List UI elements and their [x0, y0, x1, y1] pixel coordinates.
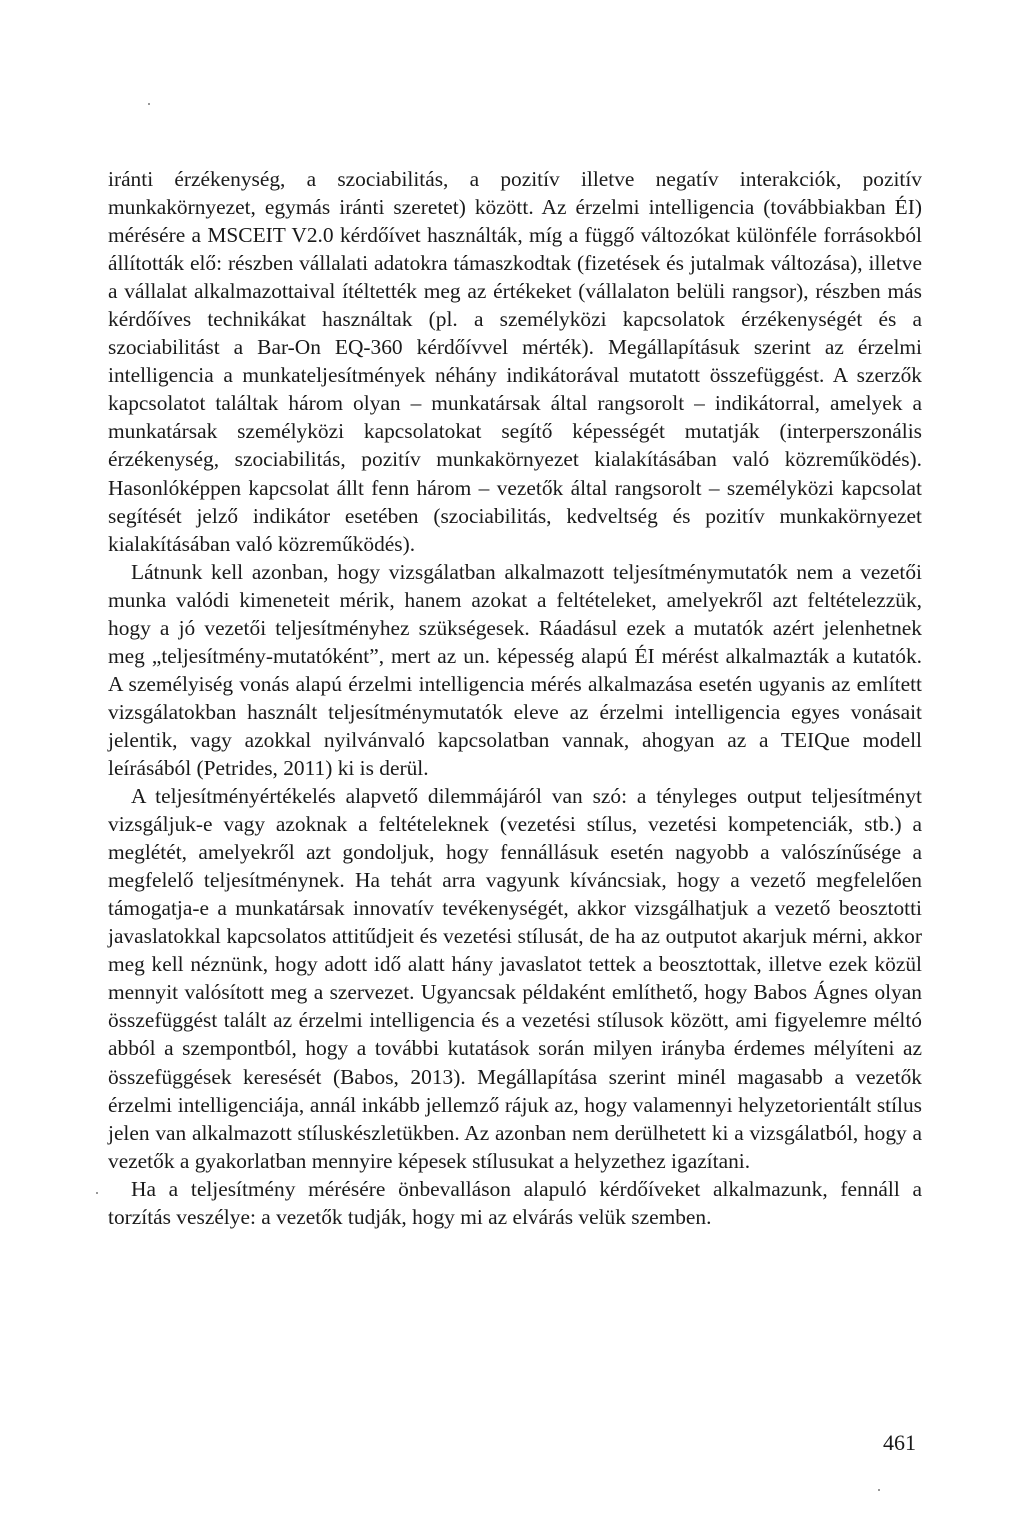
paragraph: Ha a teljesítmény mérésére önbevalláson alapuló kérdőíveket alkalmazunk, fennáll a torzítás veszélye: a vezetők tudják, hogy mi az elvárás velük szemben. — [108, 1176, 922, 1229]
scan-speck — [148, 103, 150, 105]
page-number: 461 — [883, 1430, 916, 1455]
body-text — [108, 165, 922, 1231]
paragraph-continuation: iránti érzékenység, a szociabilitás, a pozitív illetve negatív interakciók, pozitív munkakörnyezet, egymás iránti szeretet) között. Az érzelmi intelligencia (továbbiakban ÉI) mérésére a MSCEIT V2.0 kérdőívet használták, míg a függő változókat különféle forrásokból állították elő: részben vállalati adatokra támaszkodtak (fizetések és jutalmak változása), illetve a vállalat alkalmazottaival ítéltették meg az értékeket (vállalaton belüli rangsor), részben más kérdőíves technikákat használtak (pl. a személyközi kapcsolatok érzékenységét és a szociabilitást a Bar-On EQ-360 kérdőívvel mérték). Megállapításuk szerint az érzelmi intelligencia a munkateljesítmények néhány indikátorával mutatott összefüggést. A szerzők kapcsolatot találtak három olyan – munkatársak által rangsorolt – indikátorral, amelyek a munkatársak személyközi kapcsolatokat segítő képességét mutatják (interperszonális érzékenység, szociabilitás, pozitív munkakörnyezet kialakításában való közreműködés). Hasonlóképpen kapcsolat állt fenn három – vezetők által rangsorolt – személyközi kapcsolat segítését jelző indikátor esetében (szociabilitás, kedveltség és pozitív munkakörnyezet kialakításában való közreműködés). — [108, 167, 922, 556]
scan-speck — [878, 1489, 880, 1491]
paragraph: Látnunk kell azonban, hogy vizsgálatban alkalmazott teljesítménymutatók nem a vezetői munka valódi kimeneteit mérik, hanem azokat a feltételeket, amelyekről azt feltételezzük, hogy a jó vezetői teljesítményhez szükségesek. Ráadásul ezek a mutatók azért jelenhetnek meg „teljesítmény-mutatóként”, mert az un. képesség alapú ÉI mérést alkalmazták a kutatók. A személyiség vonás alapú érzelmi intelligencia mérés alkalmazása esetén ugyanis az említett vizsgálatokban használt teljesítménymutatók eleve az érzelmi intelligencia egyes vonásait jelentik, vagy azokkal nyilvánvaló kapcsolatban vannak, ahogyan az a TEIQue modell leírásából (Petrides, 2011) ki is derül. — [108, 559, 922, 780]
scan-speck — [96, 1192, 98, 1194]
paragraph: A teljesítményértékelés alapvető dilemmájáról van szó: a tényleges output teljesítményt vizsgáljuk-e vagy azoknak a feltételeknek (vezetési stílus, vezetési kompetenciák, stb.) a meglétét, amelyekről azt gondoljuk, hogy fennállásuk esetén nagyobb a valószínűsége a megfelelő teljesítménynek. Ha tehát arra vagyunk kíváncsiak, hogy a vezető megfelelően támogatja-e a munkatársak innovatív tevékenységét, akkor vizsgálhatjuk a vezető beosztotti javaslatokkal kapcsolatos attitűdjeit és vezetési stílusát, de ha az outputot akarjuk mérni, akkor meg kell néznünk, hogy adott idő alatt hány javaslatot tettek a beosztottak, illetve ezek közül mennyit valósított meg a szervezet. Ugyancsak példaként említhető, hogy Babos Ágnes olyan összefüggést talált az érzelmi intelligencia és a vezetési stílusok között, ami figyelemre méltó abból a szempontból, hogy a további kutatások során milyen irányba érdemes mélyíteni az összefüggések keresését (Babos, 2013). Megállapítása szerint minél magasabb a vezetők érzelmi intelligenciája, annál inkább jellemző rájuk az, hogy valamennyi helyzetorientált stílus jelen van alkalmazott stíluskészletükben. Az azonban nem derülhetett ki a vizsgálatból, hogy a vezetők a gyakorlatban mennyire képesek stílusukat a helyzethez igazítani. — [108, 784, 922, 1173]
